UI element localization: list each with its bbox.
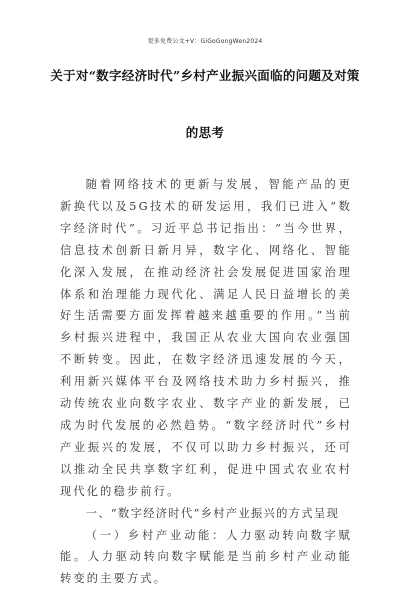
document-title-line-1: 关于对“数字经济时代”乡村产业振兴面临的问题及对策 <box>50 66 360 84</box>
sub-paragraph: （一）乡村产业动能：人力驱动转向数字赋能。人力驱动转向数字赋能是当前乡村产业动能转变的主要方式。 <box>60 525 352 590</box>
section-heading: 一、“数字经济时代”乡村产业振兴的方式呈现 <box>60 503 352 525</box>
header-note: 更多免费公文+V：GiGoGongWen2024 <box>0 36 410 45</box>
document-title-line-2: 的思考 <box>50 123 360 141</box>
document-body <box>60 174 352 590</box>
body-paragraph: 随着网络技术的更新与发展，智能产品的更新换代以及5G技术的研发运用，我们已进入“数字经济时代”。习近平总书记指出：“当今世界，信息技术创新日新月异，数字化、网络化、智能化深入发展，在推动经济社会发展促进国家治理体系和治理能力现代化、满足人民日益增长的美好生活需要方面发挥着越来越重要的作用。”当前乡村振兴进程中，我国正从农业大国向农业强国不断转变。因此，在数字经济迅速发展的今天，利用新兴媒体平台及网络技术助力乡村振兴，推动传统农业向数字农业、数字产业的新发展，已成为时代发展的必然趋势。“数字经济时代”乡村产业振兴的发展，不仅可以助力乡村振兴，还可以推动全民共享数字红利，促进中国式农业农村现代化的稳步前行。 <box>60 174 352 503</box>
